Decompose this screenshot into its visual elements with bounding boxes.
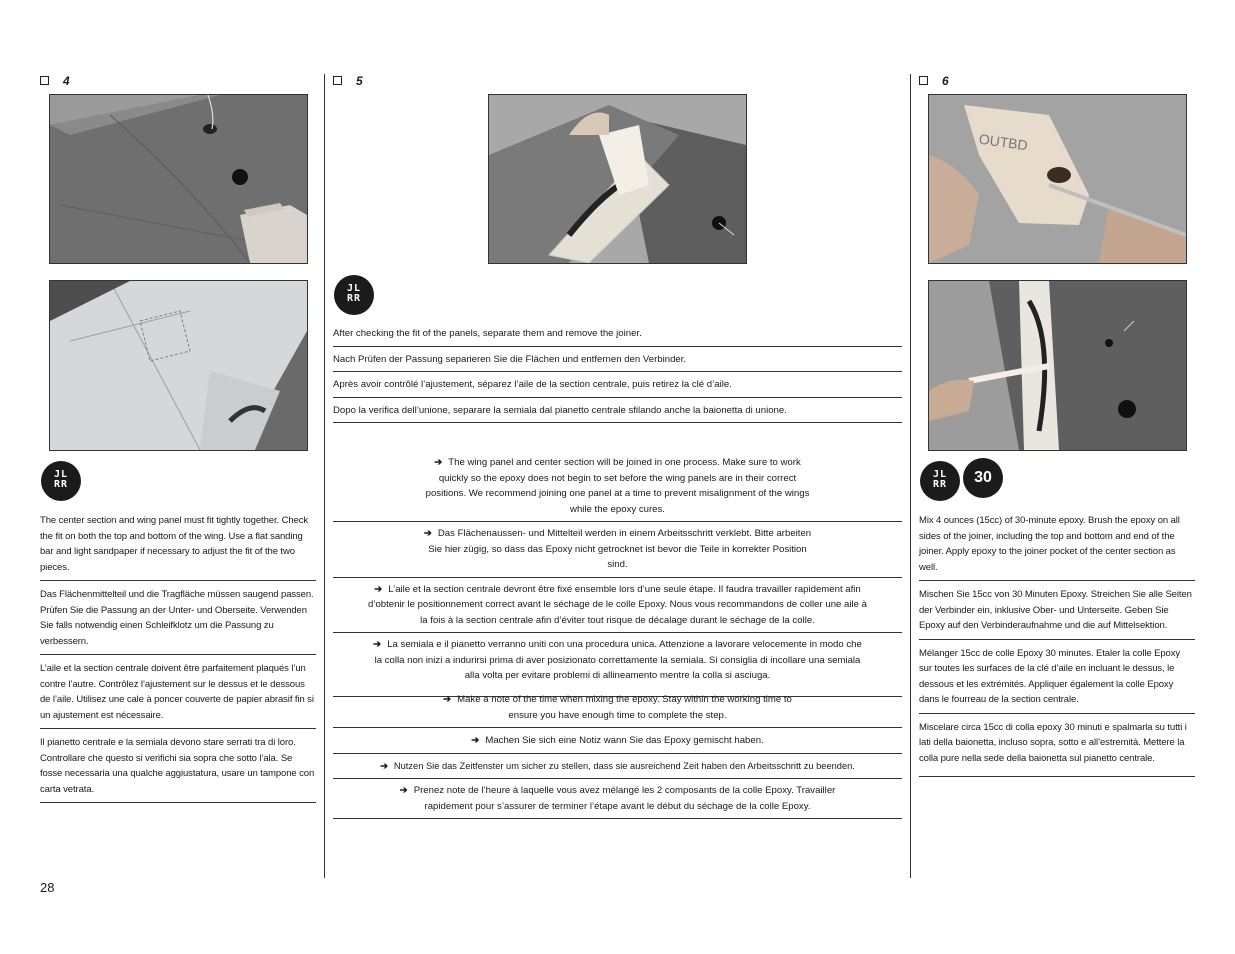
step-4-para-de: Das Flächenmittelteil und die Tragfläche müssen saugend passen. Prüfen Sie die Passung an der Unter- und Oberseite. Verwenden Sie falls notwendig einen Schleifklotz um die Passung zu verbessern. [40,585,316,655]
page-number: 28 [40,880,55,895]
arrow-icon: ➔ [434,457,443,468]
step-5-note-b-en: ➔ Make a note of the time when mixing the epoxy. Stay within the working time to ensure you have enough time to complete the step. [333,690,902,728]
step-6-para-it: Miscelare circa 15cc di colla epoxy 30 minuti e spalmarla su tutti i lati della baionetta, incluso sopra, sotto e all’estremità. Mettere la colla pure nella sede della baionetta sul pianetto centrale. [919,718,1195,778]
arrow-icon: ➔ [374,583,383,595]
step-5-line-fr: Après avoir contrôlé l’ajustement, séparez l’aile de la section centrale, puis retirez la clé d’aile. [333,374,902,398]
step-6-text [919,511,1195,781]
step-5-header [333,74,363,88]
step-4-para-it: Il pianetto centrale e la semiala devono stare serrati tra di loro. Controllare che questo si verifichi sia sopra che sotto l’ala. Se fosse necessaria una qualche aggiustatura, usare un tampone con carta vetrata. [40,733,316,803]
arrow-icon: ➔ [380,760,388,771]
column-divider-right [910,74,911,878]
step-6-cure-time-badge: 30 [963,458,1003,498]
step-6-para-de: Mischen Sie 15cc von 30 Minuten Epoxy. Streichen Sie alle Seiten der Verbinder ein, inklusive Ober- und Unterseite. Geben Sie Epoxy auf den Verbinderaufnahme und die auf Mittelsektion. [919,585,1195,640]
step-4-skill-badge: JL RR [41,461,81,501]
step-4-para-en: The center section and wing panel must fit tightly together. Check the fit on both the top and bottom of the wing. Use a flat sanding bar and light sandpaper if necessary to adjust the fit of the two pieces. [40,511,316,581]
step-4-photo-bottom [49,280,308,451]
step-5-note-a-fr: ➔ L’aile et la section centrale devront être fixé ensemble lors d’une seule étape. Il faudra travailler rapidement afin d’obtenir le positionnement correct avant le séchage de le colle Epoxy. Nous vous recommandons de coller une aile à la fois à la section centrale afin d’éviter tout risque de décalage durant le séchage de la colle. [333,580,902,634]
step-5-notes-b [333,690,902,821]
arrow-icon: ➔ [399,785,408,796]
step-5-photo [488,94,747,264]
step-4-number: 4 [63,74,70,88]
step-4-text [40,511,316,807]
step-4-para-fr: L’aile et la section centrale doivent être parfaitement plaqués l’un contre l’autre. Contrôlez l’ajustement sur le dessus et le dessous de l’aile. Utilisez une cale à poncer couverte de papier abrasif fin si un ajustement est nécessaire. [40,659,316,729]
step-5-note-a-it: ➔ La semiala e il pianetto verranno uniti con una procedura unica. Attenzione a lavorare velocemente in modo che la colla non inizi a indurirsi prima di aver posizionato correttamente la semiala. Si consiglia di incollare una semiala alla volta per evitare problemi di allineamento mentre la colla si asciuga. [333,635,902,697]
checkbox-icon[interactable] [919,76,928,85]
step-6-photo-bottom [928,280,1187,451]
step-5-line-de: Nach Prüfen der Passung separieren Sie die Flächen und entfernen den Verbinder. [333,349,902,373]
arrow-icon: ➔ [443,694,452,705]
step-5-notes-a [333,453,902,699]
arrow-icon: ➔ [423,528,432,539]
step-5-note-a-de: ➔ Das Flächenaussen- und Mittelteil werden in einem Arbeitsschritt verklebt. Bitte arbeiten Sie hier zügig, so dass das Epoxy nicht getrocknet ist bevor die Teile in korrekter Position sind. [333,524,902,578]
step-5-line-it: Dopo la verifica dell’unione, separare la semiala dal pianetto centrale sfilando anche la baionetta di unione. [333,400,902,424]
step-5-note-b-it: ➔ Prenez note de l’heure à laquelle vous avez mélangé les 2 composants de la colle Epoxy. Travailler rapidement pour s’assurer de terminer l’étape avant le début du séchage de la colle Epoxy. [333,781,902,819]
step-5-skill-badge: JL RR [334,275,374,315]
column-divider-left [324,74,325,878]
arrow-icon: ➔ [471,735,480,746]
step-6-para-fr: Mélanger 15cc de colle Epoxy 30 minutes. Etaler la colle Epoxy sur toutes les surfaces de la clé d’aile en incluant le dessus, le dessous et les extrémités. Appliquer également la colle Epoxy dans le fourreau de la section centrale. [919,644,1195,714]
step-6-photo-top [928,94,1187,264]
step-5-lines [333,323,902,425]
step-6-header [919,74,949,88]
step-6-skill-badge: JL RR [920,461,960,501]
arrow-icon: ➔ [373,639,382,650]
step-6-number: 6 [942,74,949,88]
step-5-note-b-fr: ➔ Nutzen Sie das Zeitfenster um sicher zu stellen, dass sie ausreichend Zeit haben den Arbeitsschritt zu beenden. [333,756,902,780]
checkbox-icon[interactable] [333,76,342,85]
step-5-note-a-en: ➔ The wing panel and center section will be joined in one process. Make sure to work quickly so the epoxy does not begin to set before the wing panels are in their correct positions. We recommend joining one panel at a time to prevent misalignment of the wings while the epoxy cures. [333,453,902,522]
step-6-photo-label: OUTBD [977,130,1029,154]
step-5-number: 5 [356,74,363,88]
checkbox-icon[interactable] [40,76,49,85]
step-6-para-en: Mix 4 ounces (15cc) of 30-minute epoxy. Brush the epoxy on all sides of the joiner, including the top and bottom and end of the joiner. Apply epoxy to the joiner pocket of the center section as well. [919,511,1195,581]
step-4-header [40,74,70,88]
step-5-line-en: After checking the fit of the panels, separate them and remove the joiner. [333,323,902,347]
step-4-photo-top [49,94,308,264]
step-5-note-b-de: ➔ Machen Sie sich eine Notiz wann Sie das Epoxy gemischt haben. [333,730,902,754]
